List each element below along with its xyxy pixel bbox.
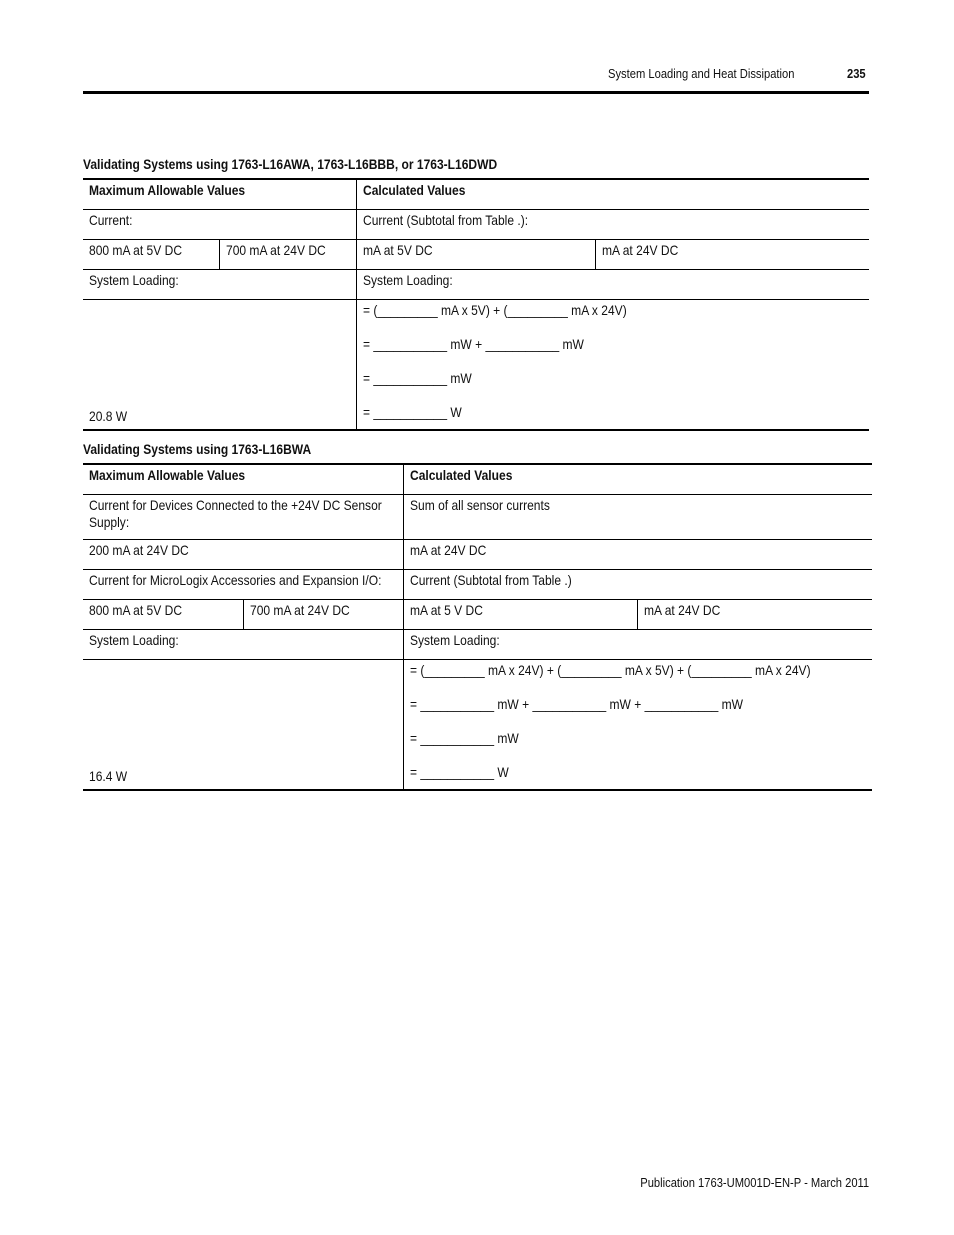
table2-calc-5v-field[interactable]: mA at 5 V DC <box>403 600 637 630</box>
table2-sensor-field[interactable]: mA at 24V DC <box>403 540 872 570</box>
table2-sensor-max: 200 mA at 24V DC <box>83 540 403 570</box>
table1-col-calc: Calculated Values <box>356 179 869 210</box>
header-section-title: System Loading and Heat Dissipation <box>608 66 795 81</box>
table1-formula-cell <box>356 300 869 431</box>
table2-header-row <box>83 464 872 495</box>
table2-col-calc: Calculated Values <box>403 464 872 495</box>
table2-formula-cell <box>403 660 872 791</box>
table2-loading-label: System Loading: <box>83 630 403 660</box>
table2-formula-line[interactable]: = ___________ W <box>409 764 509 780</box>
table2-max-24v: 700 mA at 24V DC <box>243 600 403 630</box>
table2-sensor-values-row <box>83 540 872 570</box>
table1-current-row <box>83 210 869 240</box>
table1-max-5v: 800 mA at 5V DC <box>83 240 219 270</box>
table1-col-max: Maximum Allowable Values <box>83 179 356 210</box>
running-header <box>83 63 869 94</box>
table1-calc-24v-field[interactable]: mA at 24V DC <box>595 240 869 270</box>
table2-sensor-label: Current for Devices Connected to the +24V DC Sensor Supply: <box>83 495 403 540</box>
table2-formula-row <box>83 660 872 791</box>
page-number: 235 <box>847 66 866 81</box>
table1-calc-5v-field[interactable]: mA at 5V DC <box>356 240 595 270</box>
table2-validation-form <box>83 463 872 791</box>
table2-sensor-row <box>83 495 872 540</box>
table1-formula-line[interactable]: = ___________ W <box>362 404 462 420</box>
table1-formula-line[interactable]: = ___________ mW + ___________ mW <box>362 336 584 352</box>
table2-formula-line[interactable]: = (_________ mA x 24V) + (_________ mA x 5V) + (_________ mA x 24V) <box>409 662 811 678</box>
table1-formula-line[interactable]: = (_________ mA x 5V) + (_________ mA x 24V) <box>362 302 627 318</box>
table2-max-power: 16.4 W <box>89 768 128 784</box>
table1-formula-row <box>83 300 869 431</box>
table1-max-24v: 700 mA at 24V DC <box>219 240 356 270</box>
table2-accessories-calc-label: Current (Subtotal from Table .) <box>403 570 872 600</box>
table1-header-row <box>83 179 869 210</box>
table1-validation-form <box>83 178 869 431</box>
table2-formula-line[interactable]: = ___________ mW <box>409 730 519 746</box>
table2-caption: Validating Systems using 1763-L16BWA <box>83 441 312 457</box>
table2-calc-24v-field[interactable]: mA at 24V DC <box>637 600 872 630</box>
table1-loading-label: System Loading: <box>83 270 356 300</box>
table2-max-power-cell <box>83 660 403 791</box>
table2-accessories-row <box>83 570 872 600</box>
table1-current-calc-label: Current (Subtotal from Table .): <box>356 210 869 240</box>
table2-max-5v: 800 mA at 5V DC <box>83 600 243 630</box>
table2-loading-calc-label: System Loading: <box>403 630 872 660</box>
table2-formula-line[interactable]: = ___________ mW + ___________ mW + ___________ mW <box>409 696 743 712</box>
table2-col-max: Maximum Allowable Values <box>83 464 403 495</box>
table2-values-row <box>83 600 872 630</box>
table1-max-power-cell <box>83 300 356 431</box>
table2-accessories-label: Current for MicroLogix Accessories and Expansion I/O: <box>83 570 403 600</box>
table1-values-row <box>83 240 869 270</box>
publication-footer: Publication 1763-UM001D-EN-P - March 2011 <box>640 1175 869 1190</box>
table1-loading-calc-label: System Loading: <box>356 270 869 300</box>
table1-max-power: 20.8 W <box>89 408 128 424</box>
table2-loading-row <box>83 630 872 660</box>
table1-formula-line[interactable]: = ___________ mW <box>362 370 472 386</box>
table1-loading-row <box>83 270 869 300</box>
table1-current-label: Current: <box>83 210 356 240</box>
table1-caption: Validating Systems using 1763-L16AWA, 1763-L16BBB, or 1763-L16DWD <box>83 156 498 172</box>
table2-sensor-calc: Sum of all sensor currents <box>403 495 872 540</box>
